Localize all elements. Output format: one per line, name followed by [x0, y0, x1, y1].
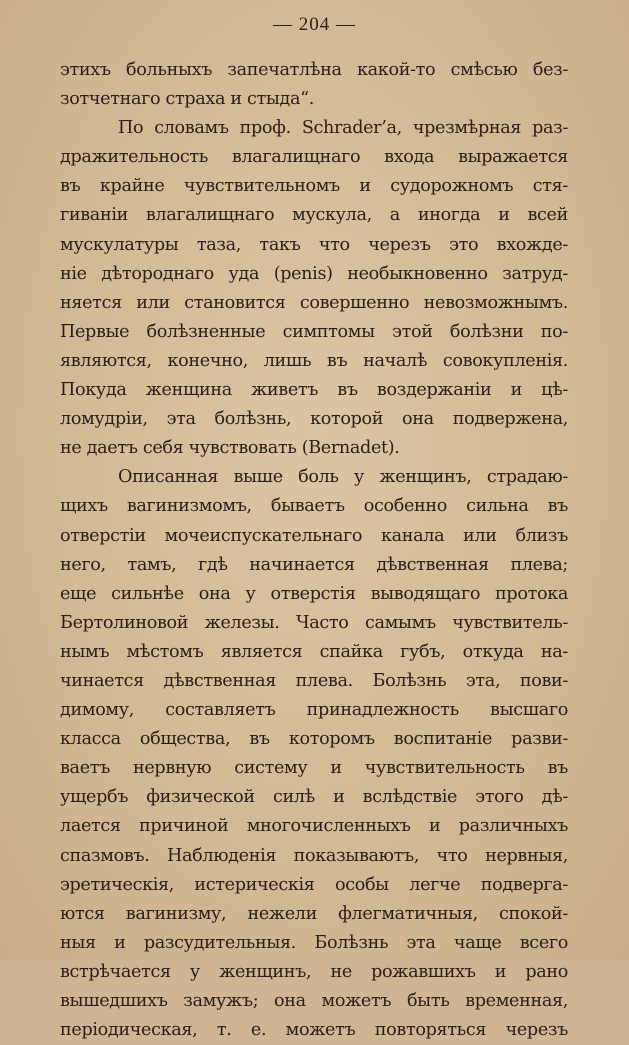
body-text	[60, 56, 568, 1045]
text-line: гиванiи влагалищнаго мускула, а иногда и всей	[60, 205, 568, 226]
text-line: него, тамъ, гдѣ начинается дѣвственная плева;	[60, 554, 568, 575]
text-line: являются, конечно, лишь въ началѣ совокупленiя.	[60, 350, 568, 371]
text-line: класса общества, въ которомъ воспитанiе разви-	[60, 729, 568, 750]
text-line: няется или становится совершенно невозможнымъ.	[60, 292, 568, 313]
text-line: Покуда женщина живетъ въ воздержанiи и цѣ-	[60, 380, 568, 401]
text-line: щихъ вагинизмомъ, бываетъ особенно сильна въ	[60, 496, 568, 517]
text-line: еще сильнѣе она у отверстiя выводящаго протока	[60, 583, 568, 604]
text-line: мускулатуры таза, такъ что черезъ это вхожде-	[60, 234, 568, 255]
text-line: спазмовъ. Наблюденiя показываютъ, что нервныя,	[60, 845, 568, 866]
text-line: этихъ больныхъ запечатлѣна какой-то смѣсью без-	[60, 60, 568, 80]
text-line: вышедшихъ замужъ; она можетъ быть временная,	[60, 991, 568, 1011]
text-line: ущербъ физической силѣ и вслѣдствiе этого дѣ-	[60, 787, 568, 808]
text-line: дражительность влагалищнаго входа выражается	[60, 147, 568, 168]
text-line: нiе дѣтороднаго уда (penis) необыкновенно затруд-	[60, 263, 568, 284]
text-line: перiодическая, т. е. можетъ повторяться черезъ	[60, 1020, 568, 1041]
text-line: встрѣчается у женщинъ, не рожавшихъ и рано	[60, 961, 568, 982]
text-line: въ крайне чувствительномъ и судорожномъ стя-	[60, 176, 568, 197]
text-line: Первые болѣзненные симптомы этой болѣзни по-	[60, 321, 568, 342]
text-line: лается причиной многочисленныхъ и различныхъ	[60, 816, 568, 837]
text-line: ныя и разсудительныя. Болѣзнь эта чаще всего	[60, 932, 568, 953]
text-line: ваетъ нервную систему и чувствительность въ	[60, 758, 568, 779]
text-line: нымъ мѣстомъ является спайка губъ, откуда на-	[60, 641, 568, 662]
text-line: чинается дѣвственная плева. Болѣзнь эта, пови-	[60, 670, 568, 691]
text-line: не даетъ себя чувствовать (Bernadet).	[60, 438, 400, 459]
text-line: Описанная выше боль у женщинъ, страдаю-	[118, 467, 568, 488]
page-number: — 204 —	[273, 14, 356, 35]
text-line: По словамъ проф. Schrader’а, чрезмѣрная раз-	[118, 118, 568, 139]
text-line: отверстiи мочеиспускательнаго канала или близъ	[60, 525, 568, 546]
text-line: Бертолиновой железы. Часто самымъ чувствитель-	[60, 612, 568, 633]
text-line: димому, составляетъ принадлежность высшаго	[60, 700, 568, 721]
text-line: ломудрiи, эта болѣзнь, которой она подвержена,	[60, 409, 568, 430]
text-line: ются вагинизму, нежели флегматичныя, спокой-	[60, 903, 568, 924]
text-line: зотчетнаго страха и стыда“.	[60, 89, 315, 110]
text-line: эретическiя, истерическiя особы легче подверга-	[60, 874, 568, 895]
